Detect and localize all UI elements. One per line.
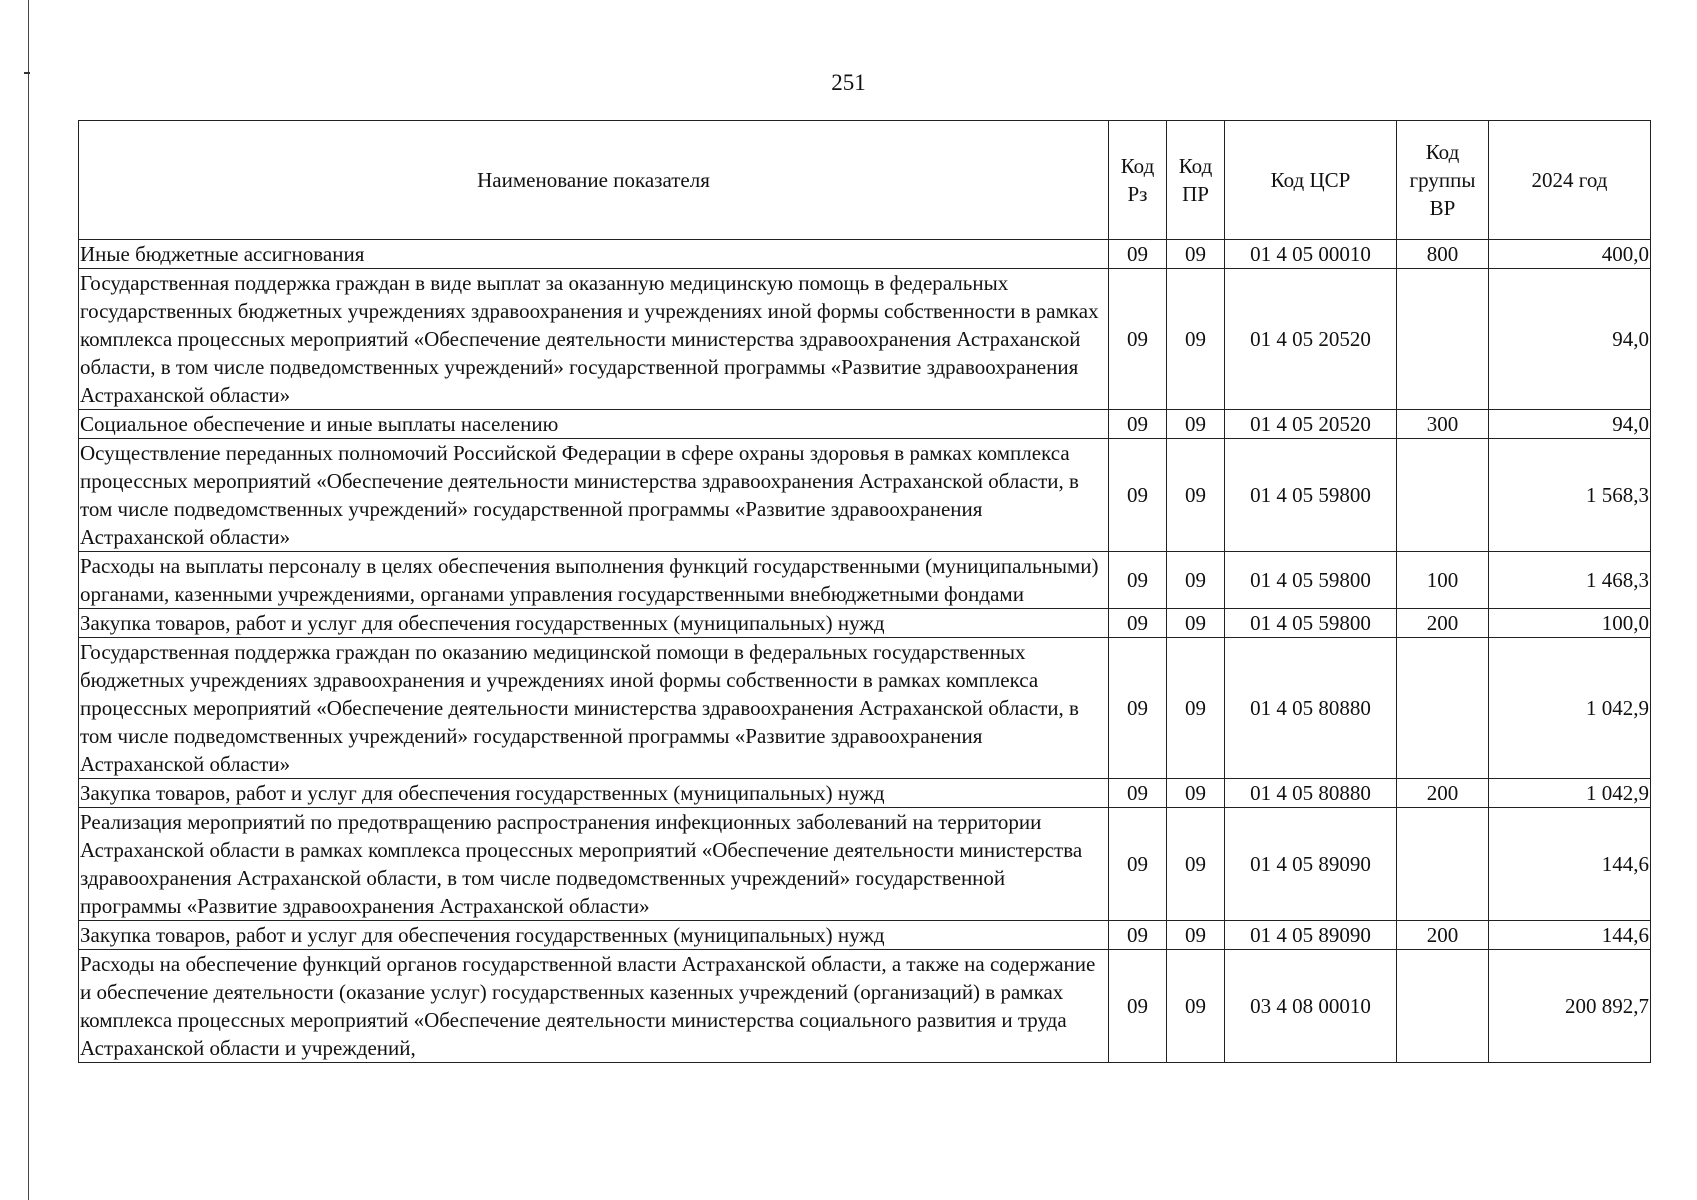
row-code-vr: 200 <box>1397 921 1489 950</box>
row-amount: 1 468,3 <box>1489 552 1651 609</box>
row-code-vr <box>1397 439 1489 552</box>
row-code-rz: 09 <box>1109 950 1167 1063</box>
table-row <box>79 410 1651 439</box>
row-code-csr: 01 4 05 59800 <box>1225 552 1397 609</box>
row-name: Социальное обеспечение и иные выплаты населению <box>79 410 1109 439</box>
row-code-vr <box>1397 950 1489 1063</box>
scan-edge-line <box>28 0 29 1200</box>
page-number: 251 <box>831 70 866 95</box>
row-code-pr: 09 <box>1167 638 1225 779</box>
row-name: Закупка товаров, работ и услуг для обеспечения государственных (муниципальных) нужд <box>79 779 1109 808</box>
budget-table-container <box>78 120 1650 1063</box>
row-code-csr: 01 4 05 59800 <box>1225 609 1397 638</box>
row-code-vr <box>1397 808 1489 921</box>
table-row <box>79 240 1651 269</box>
row-code-vr: 300 <box>1397 410 1489 439</box>
row-code-rz: 09 <box>1109 921 1167 950</box>
header-code-pr: Код ПР <box>1167 121 1225 240</box>
row-amount: 400,0 <box>1489 240 1651 269</box>
row-code-csr: 03 4 08 00010 <box>1225 950 1397 1063</box>
row-name: Расходы на выплаты персоналу в целях обеспечения выполнения функций государственными (муниципальными) органами, казенными учреждениями, органами управления государственными внебюджетными фондами <box>79 552 1109 609</box>
row-code-rz: 09 <box>1109 240 1167 269</box>
row-code-csr: 01 4 05 00010 <box>1225 240 1397 269</box>
budget-table <box>78 120 1651 1063</box>
row-name: Расходы на обеспечение функций органов государственной власти Астраханской области, а также на содержание и обеспечение деятельности (оказание услуг) государственных казенных учреждений (организаций) в рамках комплекса процессных мероприятий «Обеспечение деятельности министерства социального развития и труда Астраханской области и учреждений, <box>79 950 1109 1063</box>
row-amount: 1 568,3 <box>1489 439 1651 552</box>
row-code-vr <box>1397 638 1489 779</box>
header-year-2024: 2024 год <box>1489 121 1651 240</box>
row-amount: 1 042,9 <box>1489 779 1651 808</box>
row-code-pr: 09 <box>1167 439 1225 552</box>
row-amount: 200 892,7 <box>1489 950 1651 1063</box>
header-code-vr: Код группы ВР <box>1397 121 1489 240</box>
row-amount: 144,6 <box>1489 921 1651 950</box>
row-amount: 94,0 <box>1489 269 1651 410</box>
table-header-row <box>79 121 1651 240</box>
row-code-pr: 09 <box>1167 921 1225 950</box>
row-code-rz: 09 <box>1109 638 1167 779</box>
header-indicator-name: Наименование показателя <box>79 121 1109 240</box>
row-code-pr: 09 <box>1167 950 1225 1063</box>
table-row <box>79 779 1651 808</box>
table-row <box>79 269 1651 410</box>
table-row <box>79 609 1651 638</box>
row-name: Иные бюджетные ассигнования <box>79 240 1109 269</box>
table-row <box>79 439 1651 552</box>
table-row <box>79 921 1651 950</box>
row-code-pr: 09 <box>1167 779 1225 808</box>
row-code-rz: 09 <box>1109 609 1167 638</box>
row-name: Реализация мероприятий по предотвращению распространения инфекционных заболеваний на территории Астраханской области в рамках комплекса процессных мероприятий «Обеспечение деятельности министерства здравоохранения Астраханской области, в том числе подведомственных учреждений» государственной программы «Развитие здравоохранения Астраханской области» <box>79 808 1109 921</box>
row-code-pr: 09 <box>1167 240 1225 269</box>
row-name: Государственная поддержка граждан в виде выплат за оказанную медицинскую помощь в федеральных государственных бюджетных учреждениях здравоохранения и учреждениях иной формы собственности в рамках комплекса процессных мероприятий «Обеспечение деятельности министерства здравоохранения Астраханской области, в том числе подведомственных учреждений» государственной программы «Развитие здравоохранения Астраханской области» <box>79 269 1109 410</box>
row-code-csr: 01 4 05 20520 <box>1225 410 1397 439</box>
row-code-rz: 09 <box>1109 808 1167 921</box>
row-code-csr: 01 4 05 59800 <box>1225 439 1397 552</box>
row-amount: 100,0 <box>1489 609 1651 638</box>
row-code-pr: 09 <box>1167 552 1225 609</box>
row-amount: 94,0 <box>1489 410 1651 439</box>
row-code-csr: 01 4 05 80880 <box>1225 638 1397 779</box>
row-code-vr: 200 <box>1397 609 1489 638</box>
row-code-csr: 01 4 05 80880 <box>1225 779 1397 808</box>
row-code-csr: 01 4 05 89090 <box>1225 808 1397 921</box>
row-code-vr: 800 <box>1397 240 1489 269</box>
row-code-pr: 09 <box>1167 609 1225 638</box>
row-code-pr: 09 <box>1167 808 1225 921</box>
row-code-csr: 01 4 05 89090 <box>1225 921 1397 950</box>
row-code-csr: 01 4 05 20520 <box>1225 269 1397 410</box>
row-amount: 1 042,9 <box>1489 638 1651 779</box>
row-code-vr <box>1397 269 1489 410</box>
header-code-csr: Код ЦСР <box>1225 121 1397 240</box>
table-row <box>79 638 1651 779</box>
table-row <box>79 950 1651 1063</box>
row-name: Закупка товаров, работ и услуг для обеспечения государственных (муниципальных) нужд <box>79 609 1109 638</box>
table-row <box>79 808 1651 921</box>
row-name: Осуществление переданных полномочий Российской Федерации в сфере охраны здоровья в рамках комплекса процессных мероприятий «Обеспечение деятельности министерства здравоохранения Астраханской области, в том числе подведомственных учреждений» государственной программы «Развитие здравоохранения Астраханской области» <box>79 439 1109 552</box>
table-row <box>79 552 1651 609</box>
header-code-rz: Код Рз <box>1109 121 1167 240</box>
row-code-rz: 09 <box>1109 439 1167 552</box>
row-name: Закупка товаров, работ и услуг для обеспечения государственных (муниципальных) нужд <box>79 921 1109 950</box>
row-code-rz: 09 <box>1109 779 1167 808</box>
row-amount: 144,6 <box>1489 808 1651 921</box>
row-code-vr: 100 <box>1397 552 1489 609</box>
row-code-pr: 09 <box>1167 269 1225 410</box>
row-code-rz: 09 <box>1109 410 1167 439</box>
row-code-vr: 200 <box>1397 779 1489 808</box>
row-code-pr: 09 <box>1167 410 1225 439</box>
row-name: Государственная поддержка граждан по оказанию медицинской помощи в федеральных государственных бюджетных учреждениях здравоохранения и учреждениях иной формы собственности в рамках комплекса процессных мероприятий «Обеспечение деятельности министерства здравоохранения Астраханской области, в том числе подведомственных учреждений» государственной программы «Развитие здравоохранения Астраханской области» <box>79 638 1109 779</box>
row-code-rz: 09 <box>1109 552 1167 609</box>
row-code-rz: 09 <box>1109 269 1167 410</box>
